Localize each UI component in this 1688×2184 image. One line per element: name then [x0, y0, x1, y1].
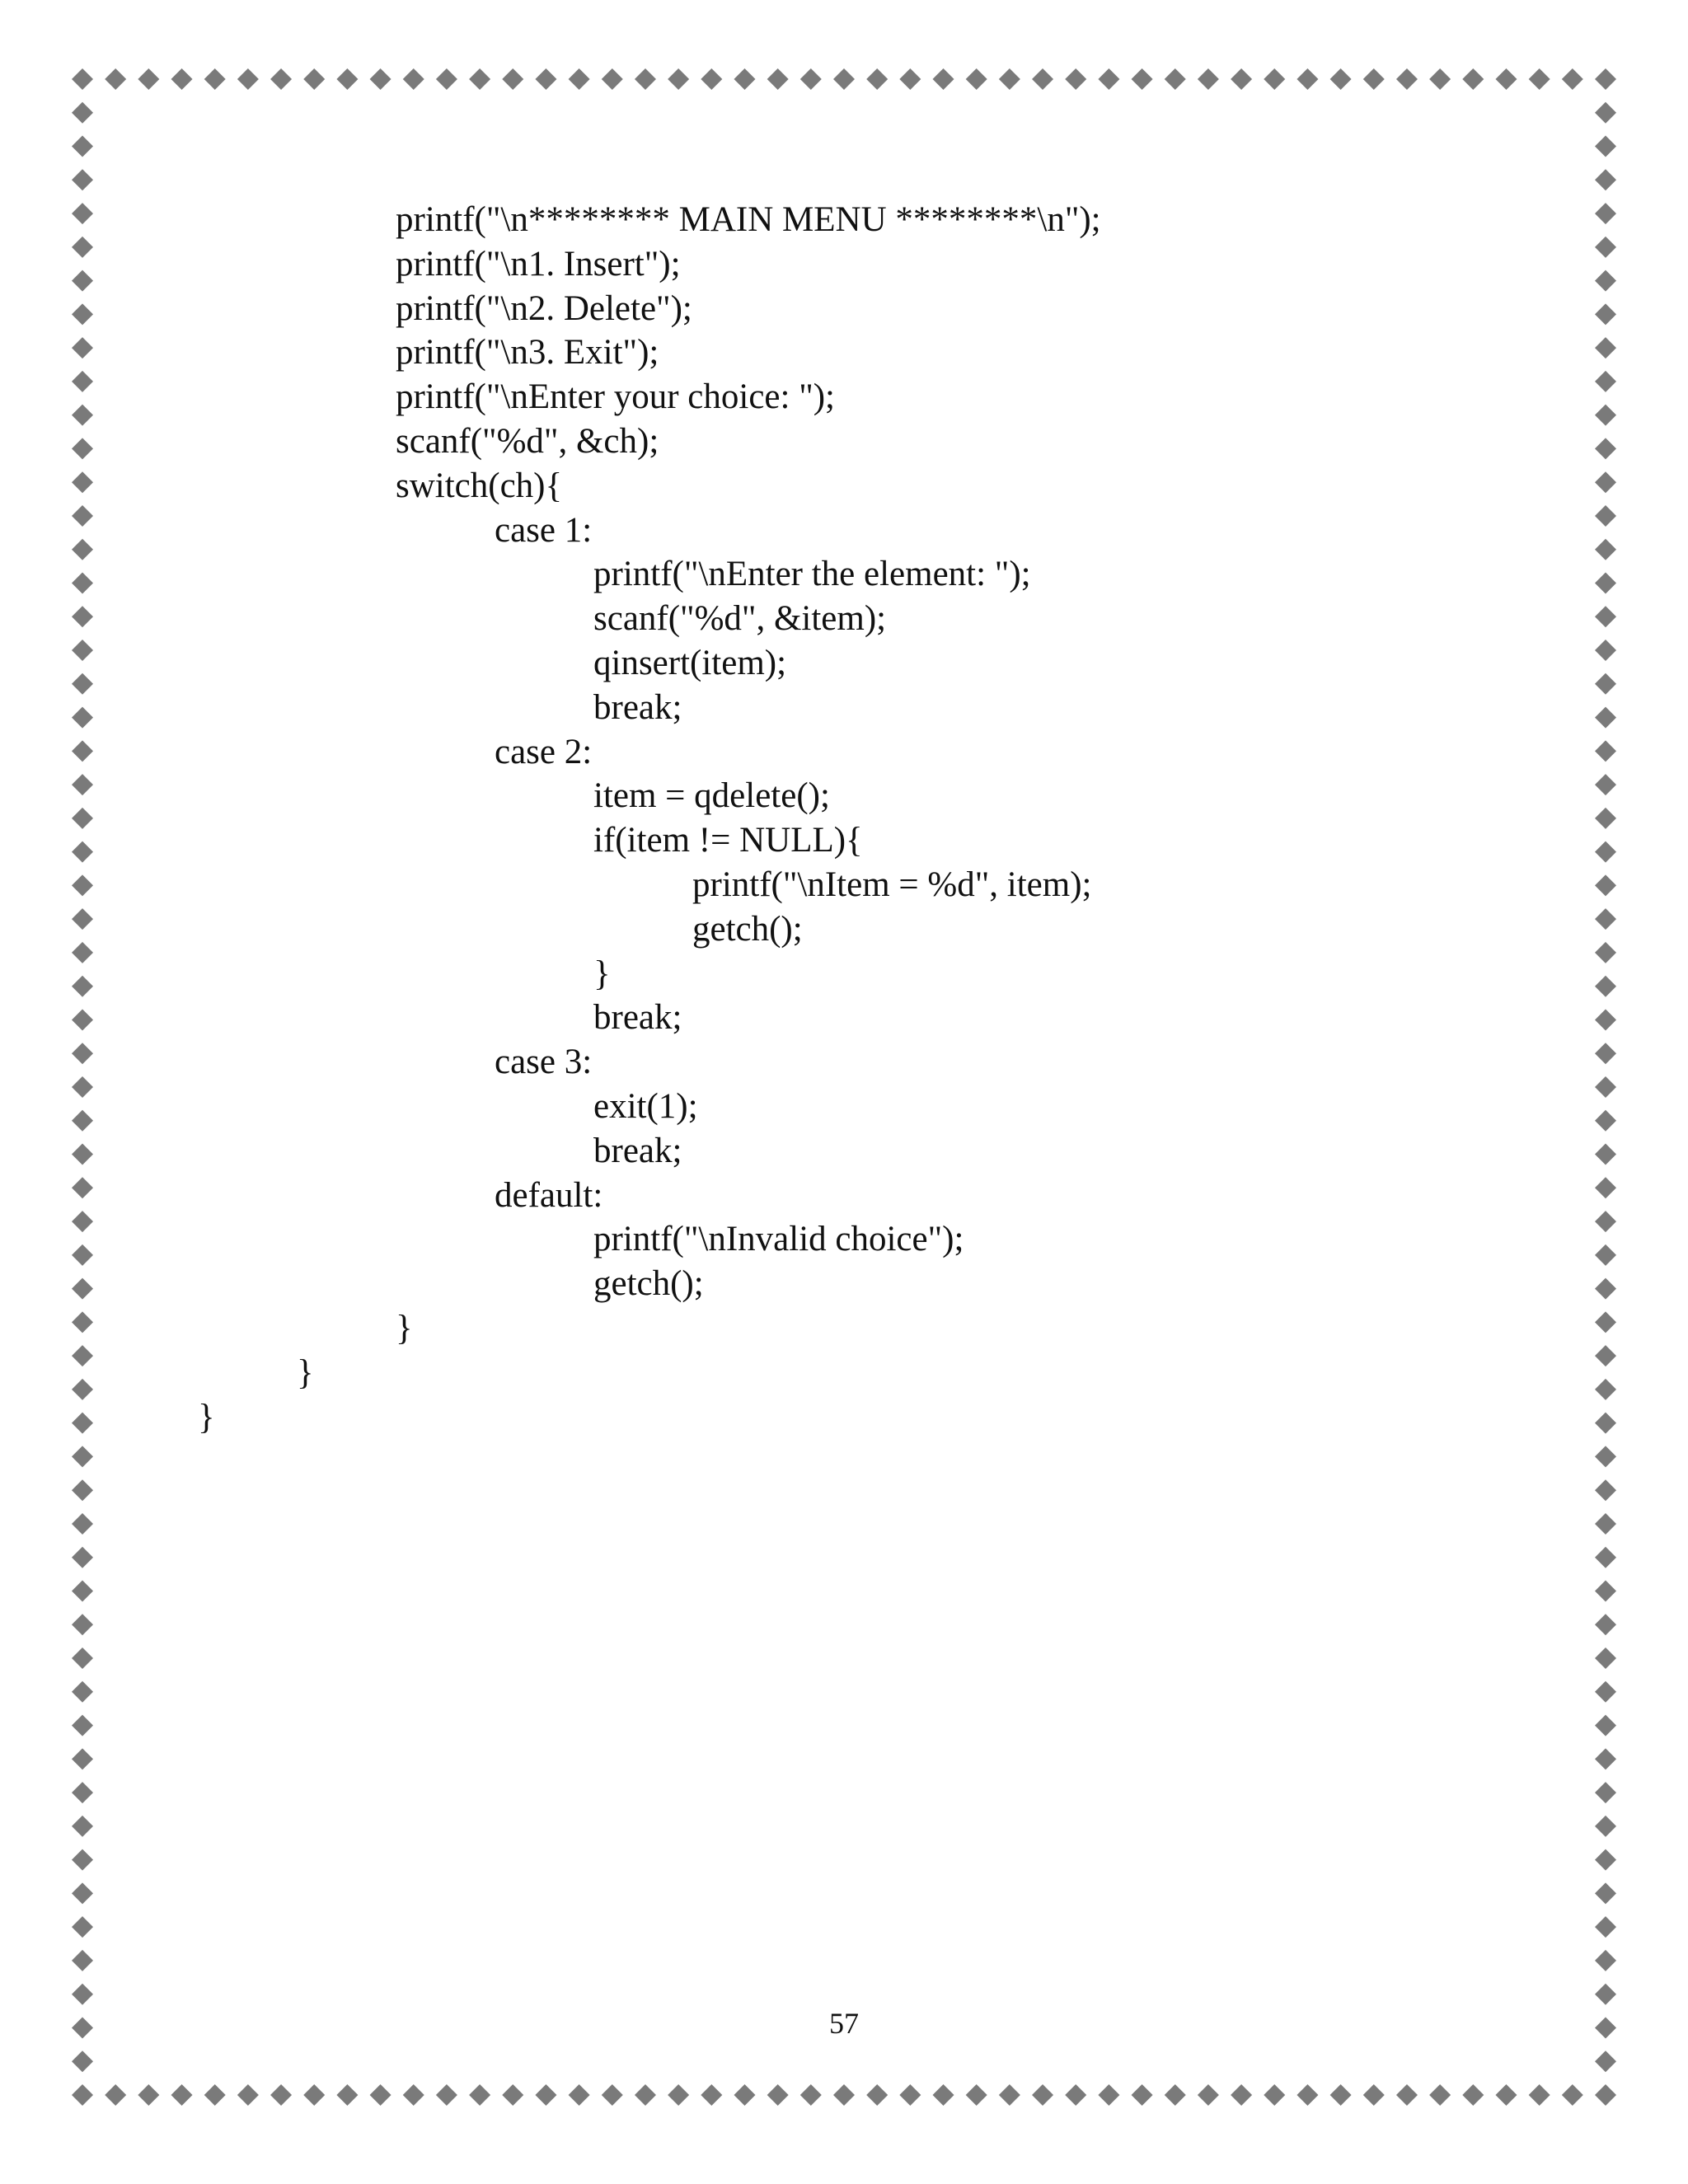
border-diamond-icon: [1595, 673, 1616, 695]
border-diamond-icon: [72, 1849, 93, 1871]
border-diamond-icon: [1363, 68, 1385, 90]
border-diamond-icon: [72, 270, 93, 292]
border-diamond-icon: [999, 2084, 1020, 2106]
border-diamond-icon: [569, 2084, 590, 2106]
border-diamond-icon: [1595, 1547, 1616, 1568]
border-diamond-icon: [635, 2084, 656, 2106]
border-diamond-icon: [72, 337, 93, 359]
border-diamond-icon: [1595, 1816, 1616, 1837]
border-diamond-icon: [469, 2084, 490, 2106]
border-diamond-icon: [1595, 573, 1616, 594]
border-diamond-icon: [1595, 1581, 1616, 1602]
border-diamond-icon: [72, 707, 93, 729]
code-line: case 2:: [495, 732, 593, 771]
code-line: }: [396, 1309, 413, 1347]
border-diamond-icon: [1595, 405, 1616, 426]
border-diamond-icon: [403, 2084, 424, 2106]
border-diamond-icon: [1198, 68, 1219, 90]
border-diamond-icon: [1595, 102, 1616, 124]
border-diamond-icon: [1495, 2084, 1517, 2106]
code-line: case 3:: [495, 1043, 593, 1082]
border-diamond-icon: [966, 68, 987, 90]
border-diamond-icon: [1595, 1614, 1616, 1635]
border-diamond-icon: [72, 606, 93, 627]
border-diamond-icon: [1231, 2084, 1252, 2106]
border-diamond-icon: [370, 2084, 392, 2106]
border-diamond-icon: [72, 1110, 93, 1132]
code-line: default:: [495, 1175, 603, 1215]
border-diamond-icon: [1595, 1244, 1616, 1266]
border-diamond-icon: [1595, 1715, 1616, 1736]
border-diamond-icon: [1529, 2084, 1550, 2106]
border-diamond-icon: [72, 2050, 93, 2072]
border-diamond-icon: [72, 203, 93, 224]
border-diamond-icon: [701, 68, 722, 90]
border-diamond-icon: [1165, 68, 1186, 90]
border-diamond-icon: [1595, 169, 1616, 190]
border-diamond-icon: [734, 68, 755, 90]
code-line: }: [297, 1352, 314, 1392]
border-diamond-icon: [1595, 1311, 1616, 1333]
border-diamond-icon: [1595, 1882, 1616, 1904]
border-diamond-icon: [1595, 1278, 1616, 1300]
code-line: printf("\n3. Exit");: [396, 333, 659, 373]
border-diamond-icon: [1296, 68, 1318, 90]
border-diamond-icon: [72, 774, 93, 795]
border-diamond-icon: [1595, 505, 1616, 527]
border-diamond-icon: [72, 573, 93, 594]
border-diamond-icon: [899, 68, 921, 90]
border-diamond-icon: [105, 2084, 126, 2106]
border-diamond-icon: [72, 673, 93, 695]
code-line: printf("\n1. Insert");: [396, 244, 681, 284]
border-diamond-icon: [1595, 1446, 1616, 1467]
border-diamond-icon: [966, 2084, 987, 2106]
border-diamond-icon: [1363, 2084, 1385, 2106]
border-diamond-icon: [72, 908, 93, 930]
code-line: printf("\n******** MAIN MENU ********\n");: [396, 200, 1101, 239]
border-diamond-icon: [1595, 1748, 1616, 1769]
code-line: getch();: [692, 909, 803, 949]
border-diamond-icon: [1595, 1043, 1616, 1064]
border-diamond-icon: [72, 169, 93, 190]
border-diamond-icon: [171, 68, 193, 90]
border-diamond-icon: [72, 1278, 93, 1300]
border-diamond-icon: [72, 1950, 93, 1971]
border-diamond-icon: [72, 640, 93, 661]
border-diamond-icon: [72, 303, 93, 325]
border-diamond-icon: [668, 2084, 689, 2106]
border-diamond-icon: [72, 1715, 93, 1736]
border-diamond-icon: [1595, 337, 1616, 359]
border-diamond-icon: [1595, 471, 1616, 493]
code-line: }: [198, 1397, 215, 1436]
border-diamond-icon: [72, 1446, 93, 1467]
border-diamond-icon: [1595, 1413, 1616, 1434]
border-diamond-icon: [1396, 2084, 1418, 2106]
border-diamond-icon: [72, 1009, 93, 1030]
code-line: switch(ch){: [396, 466, 563, 505]
border-diamond-icon: [1595, 1211, 1616, 1232]
code-line: getch();: [593, 1264, 704, 1304]
border-diamond-icon: [72, 1345, 93, 1366]
border-diamond-icon: [72, 808, 93, 829]
border-diamond-icon: [72, 1413, 93, 1434]
border-diamond-icon: [1595, 1647, 1616, 1669]
border-diamond-icon: [138, 68, 159, 90]
code-line: item = qdelete();: [593, 776, 830, 816]
border-diamond-icon: [72, 976, 93, 997]
border-diamond-icon: [1595, 874, 1616, 896]
border-diamond-icon: [72, 102, 93, 124]
border-diamond-icon: [72, 1076, 93, 1098]
code-line: scanf("%d", &item);: [593, 599, 887, 639]
border-diamond-icon: [1595, 438, 1616, 459]
border-diamond-icon: [1595, 774, 1616, 795]
border-diamond-icon: [1595, 2050, 1616, 2072]
border-diamond-icon: [270, 68, 292, 90]
border-diamond-icon: [1595, 640, 1616, 661]
border-diamond-icon: [1595, 1379, 1616, 1400]
border-diamond-icon: [1562, 68, 1583, 90]
border-diamond-icon: [72, 740, 93, 762]
border-diamond-icon: [1595, 1110, 1616, 1132]
border-diamond-icon: [72, 371, 93, 392]
border-diamond-icon: [1462, 2084, 1484, 2106]
border-diamond-icon: [933, 68, 954, 90]
border-diamond-icon: [72, 1647, 93, 1669]
border-diamond-icon: [336, 68, 358, 90]
border-diamond-icon: [72, 1614, 93, 1635]
border-diamond-icon: [502, 2084, 523, 2106]
border-diamond-icon: [1595, 1076, 1616, 1098]
border-diamond-icon: [72, 1211, 93, 1232]
border-diamond-icon: [1595, 237, 1616, 258]
page-number: 57: [829, 2007, 859, 2040]
border-diamond-icon: [767, 68, 789, 90]
code-line: if(item != NULL){: [593, 821, 863, 860]
code-line: printf("\nEnter the element: ");: [593, 555, 1031, 594]
border-diamond-icon: [72, 1513, 93, 1535]
border-diamond-icon: [303, 2084, 325, 2106]
border-diamond-icon: [72, 1043, 93, 1064]
border-diamond-icon: [72, 1479, 93, 1501]
border-diamond-icon: [171, 2084, 193, 2106]
border-diamond-icon: [1595, 303, 1616, 325]
border-diamond-icon: [403, 68, 424, 90]
border-diamond-icon: [436, 2084, 457, 2106]
border-diamond-icon: [72, 1144, 93, 1165]
code-line: printf("\nItem = %d", item);: [692, 865, 1092, 904]
code-line: printf("\n2. Delete");: [396, 288, 692, 328]
border-diamond-icon: [1132, 68, 1153, 90]
border-diamond-icon: [1595, 1681, 1616, 1703]
code-line: break;: [593, 1131, 682, 1170]
border-diamond-icon: [72, 68, 93, 90]
code-line: break;: [593, 998, 682, 1038]
border-diamond-icon: [767, 2084, 789, 2106]
code-line: exit(1);: [593, 1087, 698, 1126]
border-diamond-icon: [1065, 2084, 1086, 2106]
code-line: printf("\nEnter your choice: ");: [396, 377, 836, 417]
border-diamond-icon: [138, 2084, 159, 2106]
border-diamond-icon: [1396, 68, 1418, 90]
border-diamond-icon: [303, 68, 325, 90]
code-line: }: [593, 954, 611, 993]
border-diamond-icon: [1330, 2084, 1352, 2106]
border-diamond-icon: [72, 1882, 93, 1904]
border-diamond-icon: [237, 68, 259, 90]
border-diamond-icon: [72, 1984, 93, 2005]
border-diamond-icon: [535, 2084, 556, 2106]
border-diamond-icon: [1595, 203, 1616, 224]
border-diamond-icon: [72, 539, 93, 560]
border-diamond-icon: [502, 68, 523, 90]
code-line: printf("\nInvalid choice");: [593, 1220, 964, 1259]
border-diamond-icon: [1595, 371, 1616, 392]
border-diamond-icon: [1595, 136, 1616, 157]
border-diamond-icon: [1595, 707, 1616, 729]
border-diamond-icon: [72, 136, 93, 157]
code-line: break;: [593, 687, 682, 727]
border-diamond-icon: [1032, 2084, 1053, 2106]
border-diamond-icon: [1595, 606, 1616, 627]
border-diamond-icon: [535, 68, 556, 90]
border-diamond-icon: [1595, 270, 1616, 292]
border-diamond-icon: [1231, 68, 1252, 90]
border-diamond-icon: [1595, 1513, 1616, 1535]
border-diamond-icon: [105, 68, 126, 90]
border-diamond-icon: [1495, 68, 1517, 90]
border-diamond-icon: [72, 1748, 93, 1769]
border-diamond-icon: [1595, 2084, 1616, 2106]
border-diamond-icon: [204, 68, 226, 90]
border-diamond-icon: [1595, 976, 1616, 997]
border-diamond-icon: [1595, 740, 1616, 762]
border-diamond-icon: [1529, 68, 1550, 90]
border-diamond-icon: [1595, 1916, 1616, 1938]
border-diamond-icon: [72, 1916, 93, 1938]
border-diamond-icon: [72, 1311, 93, 1333]
border-diamond-icon: [1429, 68, 1451, 90]
border-diamond-icon: [569, 68, 590, 90]
border-diamond-icon: [436, 68, 457, 90]
border-diamond-icon: [72, 405, 93, 426]
border-diamond-icon: [1032, 68, 1053, 90]
border-diamond-icon: [833, 68, 855, 90]
border-diamond-icon: [370, 68, 392, 90]
border-diamond-icon: [899, 2084, 921, 2106]
border-diamond-icon: [1595, 1849, 1616, 1871]
border-diamond-icon: [72, 1547, 93, 1568]
border-diamond-icon: [72, 874, 93, 896]
border-diamond-icon: [72, 471, 93, 493]
border-diamond-icon: [734, 2084, 755, 2106]
border-diamond-icon: [1098, 68, 1119, 90]
border-diamond-icon: [866, 68, 888, 90]
border-diamond-icon: [1595, 1479, 1616, 1501]
border-diamond-icon: [1595, 908, 1616, 930]
code-line: scanf("%d", &ch);: [396, 422, 659, 461]
border-diamond-icon: [1562, 2084, 1583, 2106]
border-diamond-icon: [833, 2084, 855, 2106]
border-diamond-icon: [237, 2084, 259, 2106]
border-diamond-icon: [204, 2084, 226, 2106]
border-diamond-icon: [270, 2084, 292, 2106]
border-diamond-icon: [635, 68, 656, 90]
border-diamond-icon: [1264, 2084, 1285, 2106]
border-diamond-icon: [701, 2084, 722, 2106]
border-diamond-icon: [72, 1816, 93, 1837]
border-diamond-icon: [800, 2084, 822, 2106]
border-diamond-icon: [1595, 942, 1616, 963]
border-diamond-icon: [1462, 68, 1484, 90]
border-diamond-icon: [72, 1581, 93, 1602]
border-diamond-icon: [72, 841, 93, 863]
border-diamond-icon: [72, 1782, 93, 1803]
border-diamond-icon: [999, 68, 1020, 90]
border-diamond-icon: [1098, 2084, 1119, 2106]
border-diamond-icon: [1595, 1009, 1616, 1030]
border-diamond-icon: [1065, 68, 1086, 90]
border-diamond-icon: [1264, 68, 1285, 90]
border-diamond-icon: [1132, 2084, 1153, 2106]
border-diamond-icon: [800, 68, 822, 90]
border-diamond-icon: [72, 942, 93, 963]
border-diamond-icon: [1595, 1984, 1616, 2005]
border-diamond-icon: [1296, 2084, 1318, 2106]
border-diamond-icon: [1595, 841, 1616, 863]
border-diamond-icon: [1429, 2084, 1451, 2106]
border-diamond-icon: [1595, 1782, 1616, 1803]
border-diamond-icon: [336, 2084, 358, 2106]
border-diamond-icon: [72, 237, 93, 258]
border-diamond-icon: [1595, 539, 1616, 560]
code-line: case 1:: [495, 510, 593, 550]
border-diamond-icon: [1595, 1345, 1616, 1366]
border-diamond-icon: [1595, 808, 1616, 829]
border-diamond-icon: [1330, 68, 1352, 90]
border-diamond-icon: [1595, 1144, 1616, 1165]
border-diamond-icon: [72, 505, 93, 527]
code-line: qinsert(item);: [593, 644, 787, 682]
border-diamond-icon: [668, 68, 689, 90]
border-diamond-icon: [1198, 2084, 1219, 2106]
border-diamond-icon: [72, 1244, 93, 1266]
border-diamond-icon: [469, 68, 490, 90]
border-diamond-icon: [1165, 2084, 1186, 2106]
border-diamond-icon: [866, 2084, 888, 2106]
border-diamond-icon: [602, 68, 623, 90]
border-diamond-icon: [72, 1379, 93, 1400]
border-diamond-icon: [933, 2084, 954, 2106]
border-diamond-icon: [1595, 1950, 1616, 1971]
border-diamond-icon: [602, 2084, 623, 2106]
border-diamond-icon: [1595, 68, 1616, 90]
border-diamond-icon: [1595, 1177, 1616, 1198]
border-diamond-icon: [72, 438, 93, 459]
border-diamond-icon: [72, 2084, 93, 2106]
border-diamond-icon: [72, 1681, 93, 1703]
border-diamond-icon: [72, 1177, 93, 1198]
